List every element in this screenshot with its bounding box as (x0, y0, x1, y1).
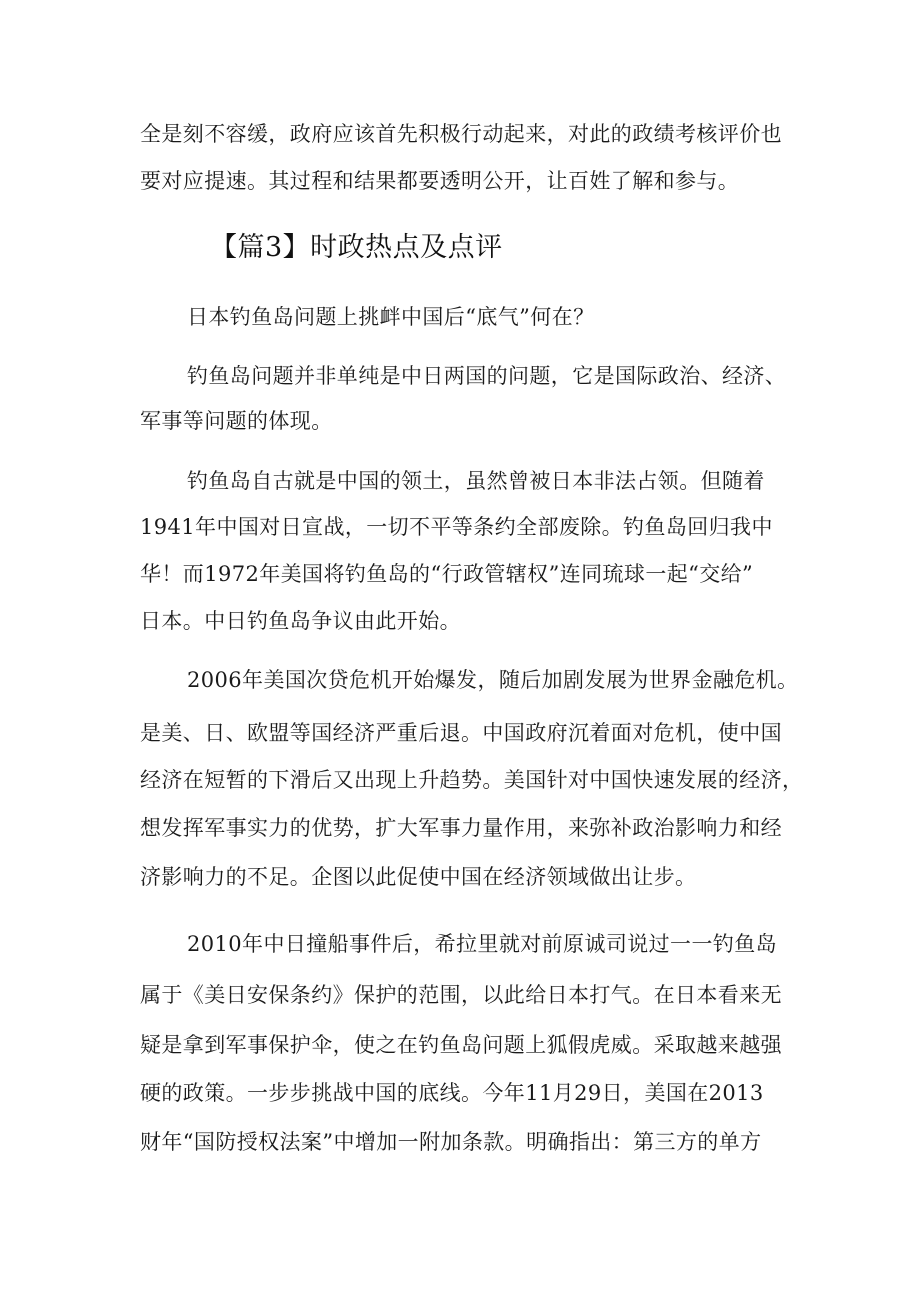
intro-line-1: 全是刻不容缓，政府应该首先积极行动起来，对此的政绩考核评价也 (140, 122, 782, 146)
paragraph-2-line-4: 日本。中日钓鱼岛争议由此开始。 (140, 609, 461, 633)
article-subtitle: 日本钓鱼岛问题上挑衅中国后“底气”何在？ (187, 305, 595, 329)
paragraph-3-line-3: 经济在短暂的下滑后又出现上升趋势。美国针对中国快速发展的经济， (140, 768, 804, 792)
paragraph-2-line-3: 华！而1972年美国将钓鱼岛的“行政管辖权”连同琉球一起“交给” (140, 562, 754, 586)
paragraph-4-line-3: 疑是拿到军事保护伞，使之在钓鱼岛问题上狐假虎威。采取越来越强 (140, 1033, 782, 1057)
paragraph-3-line-2: 是美、日、欧盟等国经济严重后退。中国政府沉着面对危机，使中国 (140, 721, 782, 745)
paragraph-3-line-4: 想发挥军事实力的优势，扩大军事力量作用，来弥补政治影响力和经 (140, 816, 782, 840)
paragraph-2-line-2: 1941年中国对日宣战，一切不平等条约全部废除。钓鱼岛回归我中 (140, 515, 773, 539)
paragraph-3-line-1: 2006年美国次贷危机开始爆发，随后加剧发展为世界金融危机。 (187, 668, 799, 692)
paragraph-4-line-2: 属于《美日安保条约》保护的范围，以此给日本打气。在日本看来无 (140, 983, 782, 1007)
paragraph-1-line-2: 军事等问题的体现。 (140, 409, 333, 433)
paragraph-4-line-1: 2010年中日撞船事件后，希拉里就对前原诚司说过一一钓鱼岛 (187, 932, 778, 956)
paragraph-1-line-1: 钓鱼岛问题并非单纯是中日两国的问题，它是国际政治、经济、 (187, 364, 787, 388)
paragraph-4-line-4: 硬的政策。一步步挑战中国的底线。今年11月29日，美国在2013 (140, 1081, 764, 1105)
intro-line-2: 要对应提速。其过程和结果都要透明公开，让百姓了解和参与。 (140, 169, 740, 193)
paragraph-2-line-1: 钓鱼岛自古就是中国的领土，虽然曾被日本非法占领。但随着 (187, 469, 765, 493)
section-heading: 【篇3】时政热点及点评 (210, 232, 503, 263)
paragraph-4-line-5: 财年“国防授权法案”中增加一附加条款。明确指出：第三方的单方 (140, 1130, 762, 1154)
paragraph-3-line-5: 济影响力的不足。企图以此促使中国在经济领域做出让步。 (140, 865, 697, 889)
